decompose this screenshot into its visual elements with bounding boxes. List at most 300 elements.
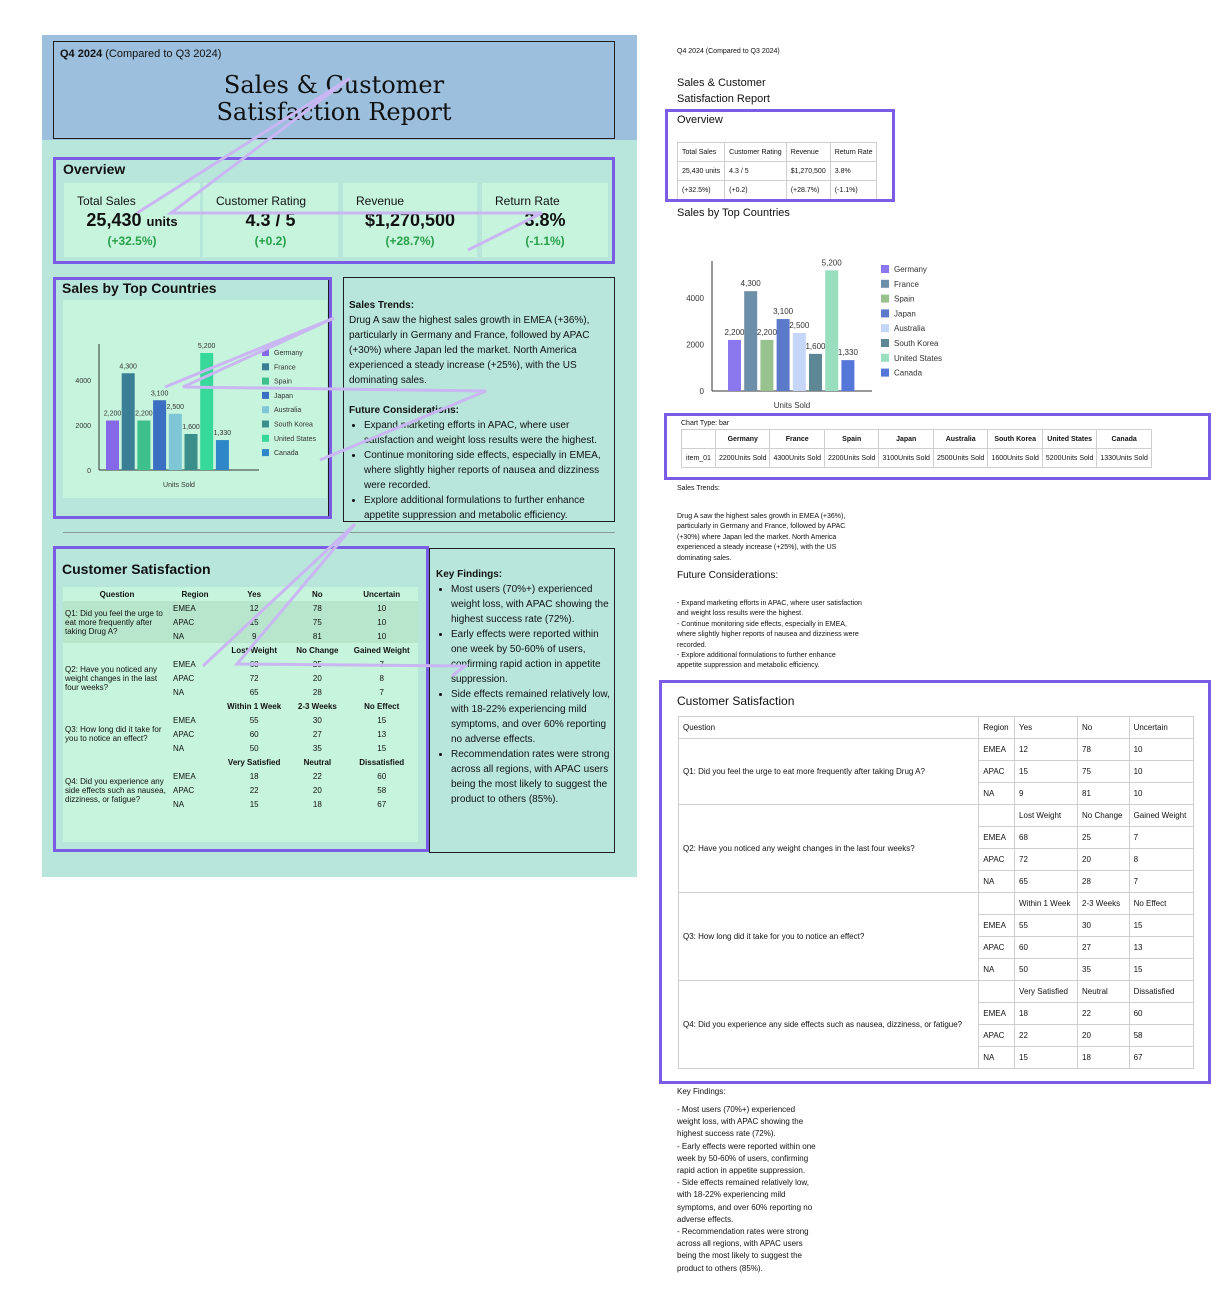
ex-survey-value: 78 bbox=[1078, 739, 1130, 761]
survey-value: 67 bbox=[377, 799, 387, 809]
ex-chart-header-cell: France bbox=[770, 430, 824, 449]
survey-option-header: Lost Weight bbox=[231, 645, 277, 655]
bar-spain bbox=[760, 340, 773, 391]
kpi-label: Return Rate bbox=[495, 194, 560, 208]
bar-value-label: 1,330 bbox=[837, 348, 858, 358]
legend-swatch bbox=[881, 309, 889, 317]
bar-value-label: 4,300 bbox=[740, 279, 761, 289]
legend-swatch bbox=[262, 392, 269, 399]
survey-region: APAC bbox=[173, 673, 195, 683]
future-item: • Continue monitoring side effects, especially in EMEA, where slightly higher reports of nausea and dizziness were recorded. bbox=[364, 448, 609, 493]
ex-survey-value: 65 bbox=[1015, 871, 1078, 893]
ex-survey-question: Q4: Did you experience any side effects such as nausea, dizziness, or fatigue? bbox=[679, 981, 979, 1069]
ex-chart-data-table bbox=[681, 429, 1152, 468]
bar-united-states bbox=[825, 270, 838, 391]
bar-germany bbox=[106, 421, 119, 471]
ex-survey-option: Neutral bbox=[1078, 981, 1130, 1003]
ex-survey-value: 30 bbox=[1078, 915, 1130, 937]
ex-chart-data-cell: 2200Units Sold bbox=[824, 449, 878, 468]
legend-label: France bbox=[894, 279, 919, 289]
ex-overview-cell: (+32.5%) bbox=[678, 181, 725, 200]
survey-value: 72 bbox=[249, 673, 259, 683]
survey-header-cell: No bbox=[312, 589, 323, 599]
survey-value: 60 bbox=[249, 729, 259, 739]
legend-label: Germany bbox=[274, 350, 303, 357]
kpi-delta: (+28.7%) bbox=[385, 234, 435, 248]
key-findings-section bbox=[429, 548, 615, 853]
ex-survey-header-cell: Region bbox=[979, 717, 1015, 739]
survey-value: 58 bbox=[377, 785, 387, 795]
bar-germany bbox=[728, 340, 741, 391]
legend-swatch bbox=[881, 265, 889, 273]
title-line-1: Sales & Customer bbox=[223, 71, 445, 99]
key-findings-heading: Key Findings: bbox=[436, 569, 503, 580]
finding-item: • Side effects remained relatively low, with 18-22% experiencing mild symptoms, and over 60% reporting no adverse effects. bbox=[451, 687, 611, 747]
ex-chart-data-cell: 1600Units Sold bbox=[988, 449, 1042, 468]
legend-swatch bbox=[262, 349, 269, 356]
ex-cs-heading: Customer Satisfaction bbox=[677, 694, 795, 708]
ex-chart-data-cell: 1330Units Sold bbox=[1097, 449, 1151, 468]
legend-label: Spain bbox=[894, 294, 915, 304]
bar-value-label: 1,330 bbox=[213, 430, 232, 438]
survey-value: 22 bbox=[249, 785, 259, 795]
ex-survey-region: NA bbox=[979, 871, 1015, 893]
ex-chart-header-cell: Spain bbox=[824, 430, 878, 449]
ex-trends-text: Drug A saw the highest sales growth in EMEA (+36%), particularly in Germany and France, followed by APAC (+30%) where Japan led the market. North America experienced a steady increase (+25%), with the US dominating sales. bbox=[677, 513, 846, 562]
ex-survey-value: 10 bbox=[1129, 761, 1193, 783]
spacer-cell bbox=[979, 981, 1015, 1003]
kpi-delta: (-1.1%) bbox=[525, 234, 565, 248]
ex-survey-value: 22 bbox=[1078, 1003, 1130, 1025]
kpi-delta: (+0.2) bbox=[254, 234, 287, 248]
legend-swatch bbox=[881, 295, 889, 303]
survey-value: 78 bbox=[289, 601, 345, 615]
kpi-value: 4.3 / 5 bbox=[245, 210, 296, 230]
survey-region: NA bbox=[173, 799, 185, 809]
ex-future-item: - Explore additional formulations to further enhance appetite suppression and metabolic efficiency. bbox=[677, 652, 836, 670]
ex-overview-cell: Customer Rating bbox=[725, 143, 787, 162]
section-divider bbox=[63, 532, 615, 533]
bar-australia bbox=[169, 414, 182, 470]
bar-france bbox=[122, 373, 135, 470]
ex-survey-value: 50 bbox=[1015, 959, 1078, 981]
survey-header-cell: Region bbox=[181, 589, 209, 599]
legend-swatch bbox=[262, 406, 269, 413]
ex-overview-cell: $1,270,500 bbox=[786, 162, 830, 181]
survey-option-header: Gained Weight bbox=[353, 645, 410, 655]
ex-chart-header-cell: Canada bbox=[1097, 430, 1151, 449]
ex-survey-value: 10 bbox=[1129, 783, 1193, 805]
survey-value: 28 bbox=[312, 687, 322, 697]
ex-survey-value: 81 bbox=[1078, 783, 1130, 805]
survey-region: EMEA bbox=[173, 715, 196, 725]
survey-header-row bbox=[63, 587, 418, 601]
survey-table bbox=[63, 587, 418, 811]
ex-survey-value: 20 bbox=[1078, 1025, 1130, 1047]
survey-option-header: 2-3 Weeks bbox=[297, 701, 337, 711]
ex-survey-value: 7 bbox=[1129, 871, 1193, 893]
ex-survey-region: NA bbox=[979, 1047, 1015, 1069]
survey-question: Q4: Did you experience any side effects such as nausea, dizziness, or fatigue? bbox=[65, 776, 166, 804]
future-item: • Expand marketing efforts in APAC, where user satisfaction and weight loss results were the highest. bbox=[364, 418, 609, 448]
ex-chart-type-label: Chart Type: bar bbox=[681, 420, 730, 427]
ex-finding-item: - Recommendation rates were strong across all regions, with APAC users being the most likely to suggest the product to others (85%). bbox=[677, 1227, 809, 1273]
survey-row bbox=[63, 713, 418, 727]
kpi-total-sales bbox=[64, 183, 200, 257]
ex-survey-value: 18 bbox=[1015, 1003, 1078, 1025]
ex-chart-table-row bbox=[682, 449, 1152, 468]
survey-option-header: Dissatisfied bbox=[359, 757, 405, 767]
ex-overview-row bbox=[678, 143, 877, 162]
x-axis-label: Units Sold bbox=[163, 482, 195, 489]
ex-key-findings-list bbox=[677, 1104, 817, 1275]
legend-label: South Korea bbox=[274, 421, 313, 429]
survey-subheader-row bbox=[63, 755, 418, 769]
ex-overview-row bbox=[678, 162, 877, 181]
future-list bbox=[364, 418, 609, 523]
overview-heading: Overview bbox=[63, 161, 126, 177]
survey-value: 35 bbox=[312, 743, 322, 753]
bar-japan bbox=[153, 400, 166, 470]
survey-value: 27 bbox=[312, 729, 322, 739]
extracted-content bbox=[672, 0, 1229, 1311]
ex-sales-bar-chart bbox=[672, 222, 972, 417]
ex-survey-table bbox=[678, 716, 1194, 1069]
survey-row bbox=[63, 657, 418, 671]
trends-text: Drug A saw the highest sales growth in EMEA (+36%), particularly in Germany and France, followed by APAC (+30%) where Japan led the market. North America experienced a steady increase (+25%), with the US dominating sales. bbox=[349, 315, 590, 386]
ex-survey-value: 58 bbox=[1129, 1025, 1193, 1047]
legend-label: United States bbox=[894, 353, 943, 363]
ex-survey-value: 10 bbox=[1129, 739, 1193, 761]
y-tick-label: 0 bbox=[87, 468, 91, 475]
ex-overview-cell: 3.8% bbox=[830, 162, 877, 181]
ex-overview-cell: Total Sales bbox=[678, 143, 725, 162]
survey-value: 10 bbox=[345, 615, 418, 629]
title-box bbox=[53, 41, 615, 139]
bar-value-label: 2,200 bbox=[103, 410, 122, 418]
ex-overview-cell: 4.3 / 5 bbox=[725, 162, 787, 181]
survey-region: APAC bbox=[173, 785, 195, 795]
survey-value: 8 bbox=[379, 673, 384, 683]
bar-value-label: 2,200 bbox=[135, 410, 153, 418]
ex-future-list bbox=[677, 599, 862, 672]
future-item: • Explore additional formulations to further enhance appetite suppression and metabolic efficiency. bbox=[364, 493, 609, 523]
ex-key-findings-heading: Key Findings: bbox=[677, 1087, 726, 1096]
ex-survey-region: EMEA bbox=[979, 1003, 1015, 1025]
ex-survey-header-cell: No bbox=[1078, 717, 1130, 739]
ex-survey-value: 22 bbox=[1015, 1025, 1078, 1047]
survey-value: 65 bbox=[249, 687, 259, 697]
survey-value: 15 bbox=[377, 743, 387, 753]
legend-swatch bbox=[262, 421, 269, 428]
spacer-cell bbox=[171, 643, 219, 657]
survey-value: 18 bbox=[312, 799, 322, 809]
legend-swatch bbox=[262, 378, 269, 385]
ex-survey-option: 2-3 Weeks bbox=[1078, 893, 1130, 915]
finding-item: • Early effects were reported within one week by 50-60% of users, confirming rapid action in appetite suppression. bbox=[451, 627, 611, 687]
ex-period: Q4 2024 (Compared to Q3 2024) bbox=[677, 48, 780, 55]
ex-survey-region: EMEA bbox=[979, 827, 1015, 849]
ex-survey-value: 15 bbox=[1129, 915, 1193, 937]
kpi-revenue bbox=[343, 183, 477, 257]
ex-survey-value: 9 bbox=[1015, 783, 1078, 805]
bar-japan bbox=[777, 319, 790, 391]
survey-header-cell: Yes bbox=[247, 589, 262, 599]
bar-value-label: 2,200 bbox=[756, 327, 777, 337]
legend-swatch bbox=[881, 339, 889, 347]
ex-future-item: - Expand marketing efforts in APAC, where user satisfaction and weight loss results were the highest. bbox=[677, 600, 862, 618]
survey-value: 55 bbox=[249, 715, 259, 725]
ex-survey-option: Within 1 Week bbox=[1015, 893, 1078, 915]
kpi-value: 3.8% bbox=[524, 210, 566, 230]
ex-overview-heading: Overview bbox=[677, 114, 723, 126]
ex-survey-question: Q3: How long did it take for you to notice an effect? bbox=[679, 893, 979, 981]
ex-overview-table bbox=[677, 142, 877, 200]
chart-heading: Sales by Top Countries bbox=[62, 280, 217, 296]
cs-table-area bbox=[63, 587, 418, 842]
bar-value-label: 5,200 bbox=[821, 258, 842, 268]
ex-survey-value: 8 bbox=[1129, 849, 1193, 871]
ex-survey-option: No Effect bbox=[1129, 893, 1193, 915]
legend-swatch bbox=[881, 280, 889, 288]
bar-spain bbox=[137, 421, 150, 471]
overview-section bbox=[53, 158, 615, 262]
legend-label: Australia bbox=[274, 407, 302, 415]
survey-option-header: Neutral bbox=[303, 757, 332, 767]
survey-value: 15 bbox=[249, 799, 259, 809]
ex-survey-value: 15 bbox=[1015, 1047, 1078, 1069]
ex-chart-data-cell: 2200Units Sold bbox=[716, 449, 770, 468]
bar-value-label: 2,500 bbox=[789, 320, 810, 330]
ex-chart-table-header bbox=[682, 430, 1152, 449]
legend-label: Canada bbox=[894, 368, 923, 378]
ex-survey-value: 12 bbox=[1015, 739, 1078, 761]
survey-value: 12 bbox=[219, 601, 289, 615]
ex-survey-header-cell: Question bbox=[679, 717, 979, 739]
ex-overview-cell: (-1.1%) bbox=[830, 181, 877, 200]
ex-title-line-2: Satisfaction Report bbox=[677, 93, 770, 105]
kpi-delta: (+32.5%) bbox=[107, 234, 157, 248]
survey-region: EMEA bbox=[173, 771, 196, 781]
ex-survey-header-cell: Uncertain bbox=[1129, 717, 1193, 739]
legend-label: France bbox=[274, 364, 296, 372]
survey-header-cell: Uncertain bbox=[363, 589, 401, 599]
ex-chart-header-cell: South Korea bbox=[988, 430, 1042, 449]
ex-chart-data-cell: 4300Units Sold bbox=[770, 449, 824, 468]
sales-bar-chart bbox=[63, 300, 327, 498]
kpi-label: Total Sales bbox=[77, 194, 136, 208]
legend-label: Japan bbox=[894, 309, 916, 319]
ex-survey-option: Dissatisfied bbox=[1129, 981, 1193, 1003]
ex-overview-cell: 25,430 units bbox=[678, 162, 725, 181]
ex-survey-region: EMEA bbox=[979, 739, 1015, 761]
ex-survey-option: Gained Weight bbox=[1129, 805, 1193, 827]
survey-region: APAC bbox=[173, 729, 195, 739]
survey-question: Q1: Did you feel the urge to eat more frequently after taking Drug A? bbox=[63, 601, 171, 643]
survey-value: 50 bbox=[249, 743, 259, 753]
ex-survey-value: 18 bbox=[1078, 1047, 1130, 1069]
trends-section bbox=[343, 277, 615, 522]
y-tick-label: 2000 bbox=[75, 423, 91, 430]
legend-swatch bbox=[262, 363, 269, 370]
ex-overview-cell: Revenue bbox=[786, 143, 830, 162]
ex-survey-region: APAC bbox=[979, 849, 1015, 871]
ex-trends-heading: Sales Trends: bbox=[677, 485, 720, 492]
ex-chart-heading: Sales by Top Countries bbox=[677, 207, 790, 219]
bar-united-states bbox=[200, 353, 213, 470]
survey-region: EMEA bbox=[173, 659, 196, 669]
bar-france bbox=[744, 291, 757, 391]
ex-survey-option: No Change bbox=[1078, 805, 1130, 827]
ex-survey-row bbox=[679, 739, 1194, 761]
survey-header-cell: Question bbox=[99, 589, 135, 599]
kpi-customer-rating bbox=[203, 183, 338, 257]
ex-chart-data-cell: 5200Units Sold bbox=[1042, 449, 1096, 468]
survey-value: 9 bbox=[219, 629, 289, 643]
ex-survey-header bbox=[679, 717, 1194, 739]
ex-survey-region: APAC bbox=[979, 937, 1015, 959]
kpi-label: Revenue bbox=[356, 194, 405, 208]
survey-option-header: No Effect bbox=[364, 701, 400, 711]
survey-row bbox=[63, 601, 418, 615]
legend-swatch bbox=[881, 369, 889, 377]
ex-finding-item: - Side effects remained relatively low, with 18-22% experiencing mild symptoms, and over 60% reporting no adverse effects. bbox=[677, 1178, 813, 1224]
ex-survey-value: 75 bbox=[1078, 761, 1130, 783]
survey-row bbox=[63, 769, 418, 783]
ex-overview-cell: Return Rate bbox=[830, 143, 877, 162]
chart-section bbox=[53, 277, 329, 517]
bar-south-korea bbox=[809, 354, 822, 391]
survey-value: 15 bbox=[219, 615, 289, 629]
bar-australia bbox=[793, 333, 806, 391]
spacer-cell bbox=[979, 805, 1015, 827]
bar-canada bbox=[841, 360, 854, 391]
ex-chart-data-cell: 3100Units Sold bbox=[879, 449, 933, 468]
ex-survey-value: 60 bbox=[1015, 937, 1078, 959]
ex-chart-header-cell bbox=[682, 430, 716, 449]
legend-label: Canada bbox=[274, 450, 299, 458]
ex-survey-region: APAC bbox=[979, 761, 1015, 783]
cs-heading: Customer Satisfaction bbox=[62, 561, 211, 577]
future-heading: Future Considerations: bbox=[349, 405, 460, 416]
spacer-cell bbox=[63, 755, 171, 769]
bar-value-label: 4,300 bbox=[119, 363, 137, 371]
survey-value: 81 bbox=[289, 629, 345, 643]
bar-canada bbox=[216, 440, 229, 470]
ex-chart-header-cell: Japan bbox=[879, 430, 933, 449]
ex-survey-value: 25 bbox=[1078, 827, 1130, 849]
survey-value: 75 bbox=[289, 615, 345, 629]
ex-chart-header-cell: Australia bbox=[933, 430, 987, 449]
finding-item: • Most users (70%+) experienced weight loss, with APAC showing the highest success rate (72%). bbox=[451, 582, 611, 627]
ex-finding-item: - Most users (70%+) experienced weight loss, with APAC showing the highest success rate (72%). bbox=[677, 1105, 804, 1139]
bar-value-label: 2,200 bbox=[724, 327, 745, 337]
kpi-label: Customer Rating bbox=[216, 194, 307, 208]
ex-chart-data-cell: 2500Units Sold bbox=[933, 449, 987, 468]
ex-survey-value: 15 bbox=[1129, 959, 1193, 981]
kpi-return-rate bbox=[482, 183, 608, 257]
legend-label: Australia bbox=[894, 324, 926, 334]
legend-label: Spain bbox=[274, 378, 292, 386]
trends-heading: Sales Trends: bbox=[349, 300, 415, 311]
survey-value: 22 bbox=[312, 771, 322, 781]
y-tick-label: 4000 bbox=[686, 294, 704, 304]
survey-value: 18 bbox=[249, 771, 259, 781]
customer-satisfaction-section bbox=[53, 548, 427, 850]
kpi-value: 25,430 units bbox=[86, 210, 178, 230]
ex-overview-row bbox=[678, 181, 877, 200]
ex-survey-value: 15 bbox=[1015, 761, 1078, 783]
survey-value: 25 bbox=[312, 659, 322, 669]
report-title bbox=[54, 72, 614, 126]
ex-survey-value: 27 bbox=[1078, 937, 1130, 959]
y-tick-label: 2000 bbox=[686, 340, 704, 350]
spacer-cell bbox=[63, 699, 171, 713]
ex-survey-value: 72 bbox=[1015, 849, 1078, 871]
survey-value: 30 bbox=[312, 715, 322, 725]
ex-survey-value: 35 bbox=[1078, 959, 1130, 981]
legend-swatch bbox=[262, 435, 269, 442]
ex-survey-header-cell: Yes bbox=[1015, 717, 1078, 739]
ex-title bbox=[677, 75, 877, 107]
ex-survey-value: 55 bbox=[1015, 915, 1078, 937]
kpi-value: $1,270,500 bbox=[364, 210, 456, 230]
ex-survey-value: 68 bbox=[1015, 827, 1078, 849]
survey-value: 13 bbox=[377, 729, 387, 739]
ex-survey-region: NA bbox=[979, 959, 1015, 981]
survey-value: 15 bbox=[377, 715, 387, 725]
bar-value-label: 3,100 bbox=[150, 390, 169, 398]
survey-region: NA bbox=[173, 687, 185, 697]
ex-chart-header-cell: Germany bbox=[716, 430, 770, 449]
bar-value-label: 3,100 bbox=[773, 307, 794, 317]
survey-value: 7 bbox=[379, 659, 384, 669]
legend-label: Japan bbox=[274, 392, 294, 400]
survey-subheader-row bbox=[63, 699, 418, 713]
survey-option-header: Within 1 Week bbox=[227, 701, 282, 711]
ex-survey-region: EMEA bbox=[979, 915, 1015, 937]
legend-label: South Korea bbox=[894, 339, 939, 348]
ex-chart-data-cell: item_01 bbox=[682, 449, 716, 468]
legend-label: Germany bbox=[894, 265, 927, 274]
survey-region: APAC bbox=[171, 615, 219, 629]
survey-value: 10 bbox=[345, 601, 418, 615]
ex-survey-subheader bbox=[679, 893, 1194, 915]
ex-overview-cell: (+28.7%) bbox=[786, 181, 830, 200]
ex-survey-option: Lost Weight bbox=[1015, 805, 1078, 827]
ex-chart-header-cell: United States bbox=[1042, 430, 1096, 449]
ex-future-heading: Future Considerations: bbox=[677, 570, 779, 581]
spacer-cell bbox=[171, 699, 219, 713]
ex-survey-value: 28 bbox=[1078, 871, 1130, 893]
legend-label: United States bbox=[274, 435, 317, 443]
ex-survey-subheader bbox=[679, 981, 1194, 1003]
survey-value: 20 bbox=[312, 785, 322, 795]
y-tick-label: 0 bbox=[699, 387, 704, 396]
ex-title-line-1: Sales & Customer bbox=[677, 77, 766, 89]
survey-value: 68 bbox=[249, 659, 259, 669]
survey-value: 60 bbox=[377, 771, 387, 781]
spacer-cell bbox=[171, 755, 219, 769]
ex-survey-region: NA bbox=[979, 783, 1015, 805]
ex-finding-item: - Early effects were reported within one week by 50-60% of users, confirming rapid action in appetite suppression. bbox=[677, 1141, 816, 1176]
bar-value-label: 1,600 bbox=[182, 424, 200, 431]
legend-swatch bbox=[881, 354, 889, 362]
survey-value: 7 bbox=[379, 687, 384, 697]
legend-swatch bbox=[262, 449, 269, 456]
ex-survey-value: 20 bbox=[1078, 849, 1130, 871]
ex-survey-question: Q2: Have you noticed any weight changes in the last four weeks? bbox=[679, 805, 979, 893]
